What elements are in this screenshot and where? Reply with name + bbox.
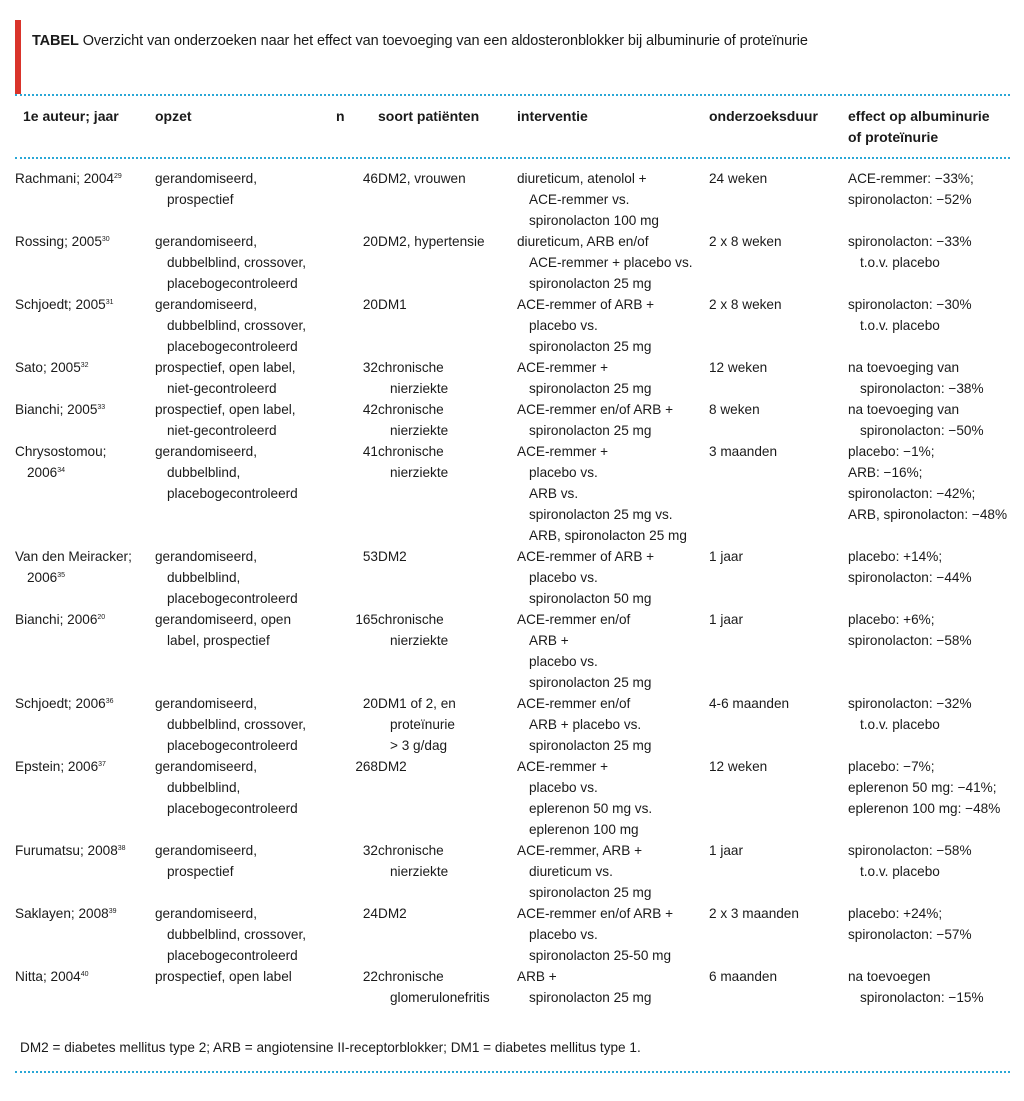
cell-line: spironolacton: −38%: [860, 381, 984, 396]
cell-line: ACE-remmer vs.: [529, 192, 630, 207]
studies-table: [15, 168, 1010, 1008]
cell-line: prospectief: [167, 864, 234, 879]
cell-line: ACE-remmer +: [517, 444, 609, 459]
cell-line: ACE-remmer of ARB +: [517, 549, 655, 564]
author-text: Chrysostomou;: [15, 444, 107, 459]
author-text: Rossing; 2005: [15, 234, 102, 249]
cell-line: DM2: [378, 759, 407, 774]
cell-line: gerandomiseerd,: [155, 759, 258, 774]
table-row: [15, 966, 1010, 1008]
cell-interventie: [517, 399, 709, 441]
table-row: [15, 903, 1010, 966]
cell-line: gerandomiseerd,: [155, 843, 258, 858]
cell-line: spironolacton 25 mg: [529, 990, 652, 1005]
cell-auteur: [15, 294, 155, 357]
cell-soort: [378, 966, 517, 1008]
table-row: [15, 609, 1010, 693]
cell-line: placebo: −7%;: [848, 759, 935, 774]
cell-line: nierziekte: [390, 633, 449, 648]
reference-number: 20: [97, 614, 106, 621]
cell-line: [15, 840, 155, 861]
cell-opzet: [155, 168, 328, 231]
header-n: n: [336, 108, 345, 124]
cell-line: dubbelblind, crossover,: [167, 927, 307, 942]
cell-line: na toevoeging van: [848, 402, 960, 417]
cell-line: ACE-remmer en/of ARB +: [517, 906, 674, 921]
cell-line: ARB, spironolacton: −48%: [848, 507, 1008, 522]
reference-number: 36: [105, 698, 114, 705]
cell-line: eplerenon 50 mg: −41%;: [848, 780, 997, 795]
cell-interventie: [517, 609, 709, 693]
cell-interventie: [517, 693, 709, 756]
cell-line: chronische: [378, 444, 444, 459]
cell-soort: [378, 903, 517, 966]
cell-duur: 4-6 maanden: [709, 696, 790, 711]
reference-number: 37: [98, 761, 106, 768]
cell-duur: 2 x 3 maanden: [709, 906, 799, 921]
author-text: 2006: [27, 465, 58, 480]
cell-opzet: [155, 399, 328, 441]
cell-line: placebo vs.: [529, 465, 598, 480]
cell-line: DM2, hypertensie: [378, 234, 485, 249]
cell-line: [15, 609, 155, 630]
cell-opzet: [155, 357, 328, 399]
cell-line: ARB +: [517, 969, 557, 984]
cell-opzet: [155, 966, 328, 1008]
cell-auteur: [15, 441, 155, 546]
cell-line: gerandomiseerd,: [155, 696, 258, 711]
table-row: [15, 399, 1010, 441]
table-row: [15, 840, 1010, 903]
cell-line: spironolacton: −57%: [848, 927, 972, 942]
cell-line: gerandomiseerd,: [155, 234, 258, 249]
cell-line: ARB + placebo vs.: [529, 717, 642, 732]
caption-label: TABEL: [32, 33, 79, 49]
cell-line: glomerulonefritis: [390, 990, 490, 1005]
cell-n: 20: [362, 297, 378, 312]
cell-line: ARB vs.: [529, 486, 579, 501]
cell-line: DM2: [378, 549, 407, 564]
author-text: Schjoedt; 2006: [15, 696, 106, 711]
cell-n: 20: [362, 696, 378, 711]
author-text: Nitta; 2004: [15, 969, 81, 984]
cell-line: placebogecontroleerd: [167, 339, 298, 354]
author-text: Van den Meiracker;: [15, 549, 132, 564]
author-text: Bianchi; 2005: [15, 402, 98, 417]
cell-line: ARB: −16%;: [848, 465, 923, 480]
cell-line: > 3 g/dag: [390, 738, 448, 753]
header-auteur: 1e auteur; jaar: [23, 108, 119, 124]
cell-line: spironolacton 25-50 mg: [529, 948, 672, 963]
reference-number: 30: [101, 236, 110, 243]
cell-opzet: [155, 546, 328, 609]
cell-opzet: [155, 840, 328, 903]
cell-line: gerandomiseerd,: [155, 906, 258, 921]
cell-line: diureticum, ARB en/of: [517, 234, 649, 249]
cell-line: ACE-remmer en/of: [517, 696, 631, 711]
cell-soort: [378, 294, 517, 357]
bottom-rule: [15, 1071, 1010, 1073]
cell-n: 24: [362, 906, 378, 921]
cell-line: placebo vs.: [529, 927, 598, 942]
cell-line: [15, 168, 155, 189]
cell-line: [15, 693, 155, 714]
cell-n: 165: [355, 612, 378, 627]
cell-line: gerandomiseerd, open: [155, 612, 292, 627]
table-row: [15, 294, 1010, 357]
cell-line: spironolacton 25 mg vs.: [529, 507, 673, 522]
cell-effect: [848, 357, 1010, 399]
author-text: Epstein; 2006: [15, 759, 99, 774]
cell-line: placebo vs.: [529, 780, 598, 795]
cell-line: nierziekte: [390, 381, 449, 396]
cell-line: placebogecontroleerd: [167, 486, 298, 501]
cell-effect: [848, 546, 1010, 609]
cell-auteur: [15, 168, 155, 231]
cell-interventie: [517, 441, 709, 546]
cell-duur: 1 jaar: [709, 843, 744, 858]
cell-opzet: [155, 231, 328, 294]
reference-number: 34: [57, 467, 66, 474]
cell-line: [15, 357, 155, 378]
cell-soort: [378, 168, 517, 231]
cell-auteur: [15, 609, 155, 693]
cell-line: placebo: −1%;: [848, 444, 935, 459]
cell-line: dubbelblind,: [167, 780, 241, 795]
cell-line: dubbelblind, crossover,: [167, 717, 307, 732]
author-text: Furumatsu; 2008: [15, 843, 118, 858]
cell-line: placebogecontroleerd: [167, 801, 298, 816]
cell-duur: 1 jaar: [709, 549, 744, 564]
cell-n: 32: [362, 360, 378, 375]
cell-line: [15, 903, 155, 924]
cell-line: [15, 441, 155, 462]
cell-line: [15, 294, 155, 315]
cell-interventie: [517, 231, 709, 294]
cell-line: DM2: [378, 906, 407, 921]
cell-opzet: [155, 903, 328, 966]
cell-line: dubbelblind,: [167, 570, 241, 585]
cell-soort: [378, 609, 517, 693]
cell-interventie: [517, 294, 709, 357]
cell-auteur: [15, 966, 155, 1008]
cell-line: nierziekte: [390, 423, 449, 438]
cell-line: spironolacton: −52%: [848, 192, 972, 207]
cell-line: t.o.v. placebo: [860, 717, 940, 732]
cell-line: niet-gecontroleerd: [167, 423, 277, 438]
cell-line: eplerenon 100 mg: [529, 822, 639, 837]
header-soort: soort patiënten: [378, 108, 480, 124]
cell-n: 41: [362, 444, 378, 459]
cell-line: ACE-remmer of ARB +: [517, 297, 655, 312]
cell-line: t.o.v. placebo: [860, 318, 940, 333]
cell-soort: [378, 231, 517, 294]
cell-effect: [848, 441, 1010, 546]
cell-line: nierziekte: [390, 864, 449, 879]
cell-line: spironolacton: −58%: [848, 843, 972, 858]
cell-opzet: [155, 609, 328, 693]
cell-opzet: [155, 693, 328, 756]
cell-soort: [378, 840, 517, 903]
reference-number: 29: [114, 173, 122, 180]
cell-effect: [848, 609, 1010, 693]
cell-line: spironolacton 50 mg: [529, 591, 652, 606]
cell-line: spironolacton: −44%: [848, 570, 972, 585]
cell-line: ACE-remmer + placebo vs.: [529, 255, 693, 270]
author-text: Rachmani; 2004: [15, 171, 114, 186]
cell-line: niet-gecontroleerd: [167, 381, 277, 396]
cell-line: prospectief, open label,: [155, 402, 296, 417]
cell-line: [15, 462, 155, 483]
cell-n: 22: [362, 969, 378, 984]
cell-soort: [378, 357, 517, 399]
cell-line: spironolacton: −32%: [848, 696, 972, 711]
cell-line: placebo: +14%;: [848, 549, 943, 564]
top-rule: [15, 94, 1010, 96]
reference-number: 39: [108, 908, 117, 915]
reference-number: 32: [80, 362, 89, 369]
cell-line: spironolacton 25 mg: [529, 423, 652, 438]
cell-line: ACE-remmer en/of: [517, 612, 631, 627]
cell-duur: 1 jaar: [709, 612, 744, 627]
cell-n: 42: [362, 402, 378, 417]
cell-line: [15, 231, 155, 252]
author-text: Schjoedt; 2005: [15, 297, 106, 312]
table-row: [15, 357, 1010, 399]
cell-line: proteïnurie: [390, 717, 455, 732]
cell-soort: [378, 399, 517, 441]
cell-line: chronische: [378, 402, 444, 417]
cell-line: ACE-remmer: −33%;: [848, 171, 974, 186]
header-effect-line: effect op albuminurie: [848, 108, 990, 124]
cell-interventie: [517, 840, 709, 903]
cell-line: spironolacton: −15%: [860, 990, 984, 1005]
header-duur: onderzoeksduur: [709, 108, 818, 124]
cell-line: [15, 546, 155, 567]
cell-line: eplerenon 100 mg: −48%: [848, 801, 1001, 816]
cell-line: [15, 567, 155, 588]
cell-auteur: [15, 546, 155, 609]
cell-line: placebo vs.: [529, 570, 598, 585]
cell-line: [15, 966, 155, 987]
cell-auteur: [15, 357, 155, 399]
cell-line: t.o.v. placebo: [860, 864, 940, 879]
cell-line: ACE-remmer, ARB +: [517, 843, 643, 858]
cell-line: [15, 756, 155, 777]
reference-number: 31: [105, 299, 114, 306]
cell-line: spironolacton: −42%;: [848, 486, 976, 501]
cell-n: 46: [362, 171, 378, 186]
cell-line: spironolacton 25 mg: [529, 675, 652, 690]
footnote: DM2 = diabetes mellitus type 2; ARB = angiotensine II-receptorblokker; DM1 = diabetes mellitus type 1.: [20, 1040, 641, 1055]
cell-line: gerandomiseerd,: [155, 171, 258, 186]
cell-line: ACE-remmer en/of ARB +: [517, 402, 674, 417]
table-caption: [32, 33, 808, 49]
cell-duur: 12 weken: [709, 759, 768, 774]
table-row: [15, 693, 1010, 756]
cell-soort: [378, 756, 517, 840]
caption-text: Overzicht van onderzoeken naar het effect van toevoeging van een aldosteronblokker bij albuminurie of proteïnurie: [82, 33, 808, 49]
cell-line: spironolacton: −30%: [848, 297, 972, 312]
cell-line: na toevoegen: [848, 969, 931, 984]
cell-n: 20: [362, 234, 378, 249]
cell-effect: [848, 756, 1010, 840]
cell-effect: [848, 399, 1010, 441]
reference-number: 40: [80, 971, 89, 978]
table-row: [15, 231, 1010, 294]
cell-line: ACE-remmer +: [517, 759, 609, 774]
cell-interventie: [517, 546, 709, 609]
cell-line: spironolacton: −50%: [860, 423, 984, 438]
cell-line: diureticum vs.: [529, 864, 613, 879]
cell-line: spironolacton 100 mg: [529, 213, 659, 228]
cell-auteur: [15, 693, 155, 756]
cell-line: prospectief, open label,: [155, 360, 296, 375]
author-text: Saklayen; 2008: [15, 906, 109, 921]
cell-auteur: [15, 903, 155, 966]
cell-line: spironolacton 25 mg: [529, 276, 652, 291]
cell-line: label, prospectief: [167, 633, 270, 648]
cell-effect: [848, 840, 1010, 903]
header-opzet: opzet: [155, 108, 192, 124]
cell-line: t.o.v. placebo: [860, 255, 940, 270]
cell-duur: 24 weken: [709, 171, 768, 186]
cell-line: DM1: [378, 297, 407, 312]
cell-line: DM2, vrouwen: [378, 171, 466, 186]
cell-line: chronische: [378, 843, 444, 858]
cell-line: nierziekte: [390, 465, 449, 480]
cell-interventie: [517, 357, 709, 399]
cell-line: ARB +: [529, 633, 569, 648]
cell-auteur: [15, 399, 155, 441]
cell-n: 268: [355, 759, 378, 774]
cell-effect: [848, 231, 1010, 294]
cell-opzet: [155, 441, 328, 546]
cell-line: placebogecontroleerd: [167, 948, 298, 963]
cell-effect: [848, 966, 1010, 1008]
header-interventie: interventie: [517, 108, 588, 124]
cell-soort: [378, 441, 517, 546]
cell-interventie: [517, 903, 709, 966]
cell-line: gerandomiseerd,: [155, 297, 258, 312]
author-text: 2006: [27, 570, 58, 585]
reference-number: 38: [117, 845, 126, 852]
cell-line: placebogecontroleerd: [167, 276, 298, 291]
cell-line: spironolacton 25 mg: [529, 885, 652, 900]
cell-effect: [848, 294, 1010, 357]
cell-line: gerandomiseerd,: [155, 444, 258, 459]
cell-duur: 8 weken: [709, 402, 760, 417]
cell-line: DM1 of 2, en: [378, 696, 456, 711]
cell-line: placebo vs.: [529, 318, 598, 333]
cell-line: placebogecontroleerd: [167, 738, 298, 753]
table-row: [15, 168, 1010, 231]
cell-line: dubbelblind, crossover,: [167, 318, 307, 333]
cell-line: diureticum, atenolol +: [517, 171, 647, 186]
cell-line: prospectief, open label: [155, 969, 292, 984]
cell-effect: [848, 903, 1010, 966]
cell-effect: [848, 693, 1010, 756]
cell-line: na toevoeging van: [848, 360, 960, 375]
cell-line: placebo: +6%;: [848, 612, 935, 627]
cell-soort: [378, 546, 517, 609]
cell-line: ARB, spironolacton 25 mg: [529, 528, 687, 543]
cell-duur: 6 maanden: [709, 969, 778, 984]
reference-number: 35: [57, 572, 66, 579]
cell-line: eplerenon 50 mg vs.: [529, 801, 653, 816]
cell-line: spironolacton 25 mg: [529, 339, 652, 354]
cell-line: dubbelblind,: [167, 465, 241, 480]
studies-table-body: [15, 168, 1010, 1008]
cell-line: chronische: [378, 360, 444, 375]
cell-duur: 2 x 8 weken: [709, 297, 782, 312]
cell-effect: [848, 168, 1010, 231]
cell-opzet: [155, 756, 328, 840]
table-row: [15, 441, 1010, 546]
cell-soort: [378, 693, 517, 756]
header-effect-line: of proteïnurie: [848, 129, 939, 145]
cell-line: ACE-remmer +: [517, 360, 609, 375]
table-row: [15, 546, 1010, 609]
cell-auteur: [15, 840, 155, 903]
cell-interventie: [517, 966, 709, 1008]
cell-interventie: [517, 756, 709, 840]
author-text: Sato; 2005: [15, 360, 81, 375]
cell-line: gerandomiseerd,: [155, 549, 258, 564]
cell-line: spironolacton: −58%: [848, 633, 972, 648]
cell-line: chronische: [378, 612, 444, 627]
cell-duur: 2 x 8 weken: [709, 234, 782, 249]
header-rule: [15, 157, 1010, 159]
cell-line: spironolacton 25 mg: [529, 381, 652, 396]
cell-line: [15, 399, 155, 420]
cell-line: placebogecontroleerd: [167, 591, 298, 606]
table-row: [15, 756, 1010, 840]
cell-auteur: [15, 756, 155, 840]
cell-n: 53: [362, 549, 378, 564]
cell-interventie: [517, 168, 709, 231]
cell-line: chronische: [378, 969, 444, 984]
cell-opzet: [155, 294, 328, 357]
author-text: Bianchi; 2006: [15, 612, 98, 627]
cell-duur: 3 maanden: [709, 444, 778, 459]
cell-line: prospectief: [167, 192, 234, 207]
cell-n: 32: [362, 843, 378, 858]
cell-line: spironolacton 25 mg: [529, 738, 652, 753]
cell-line: spironolacton: −33%: [848, 234, 972, 249]
cell-auteur: [15, 231, 155, 294]
cell-line: placebo: +24%;: [848, 906, 943, 921]
accent-bar: [15, 20, 21, 94]
cell-line: dubbelblind, crossover,: [167, 255, 307, 270]
cell-duur: 12 weken: [709, 360, 768, 375]
reference-number: 33: [97, 404, 106, 411]
cell-line: placebo vs.: [529, 654, 598, 669]
header-effect: [848, 106, 990, 148]
